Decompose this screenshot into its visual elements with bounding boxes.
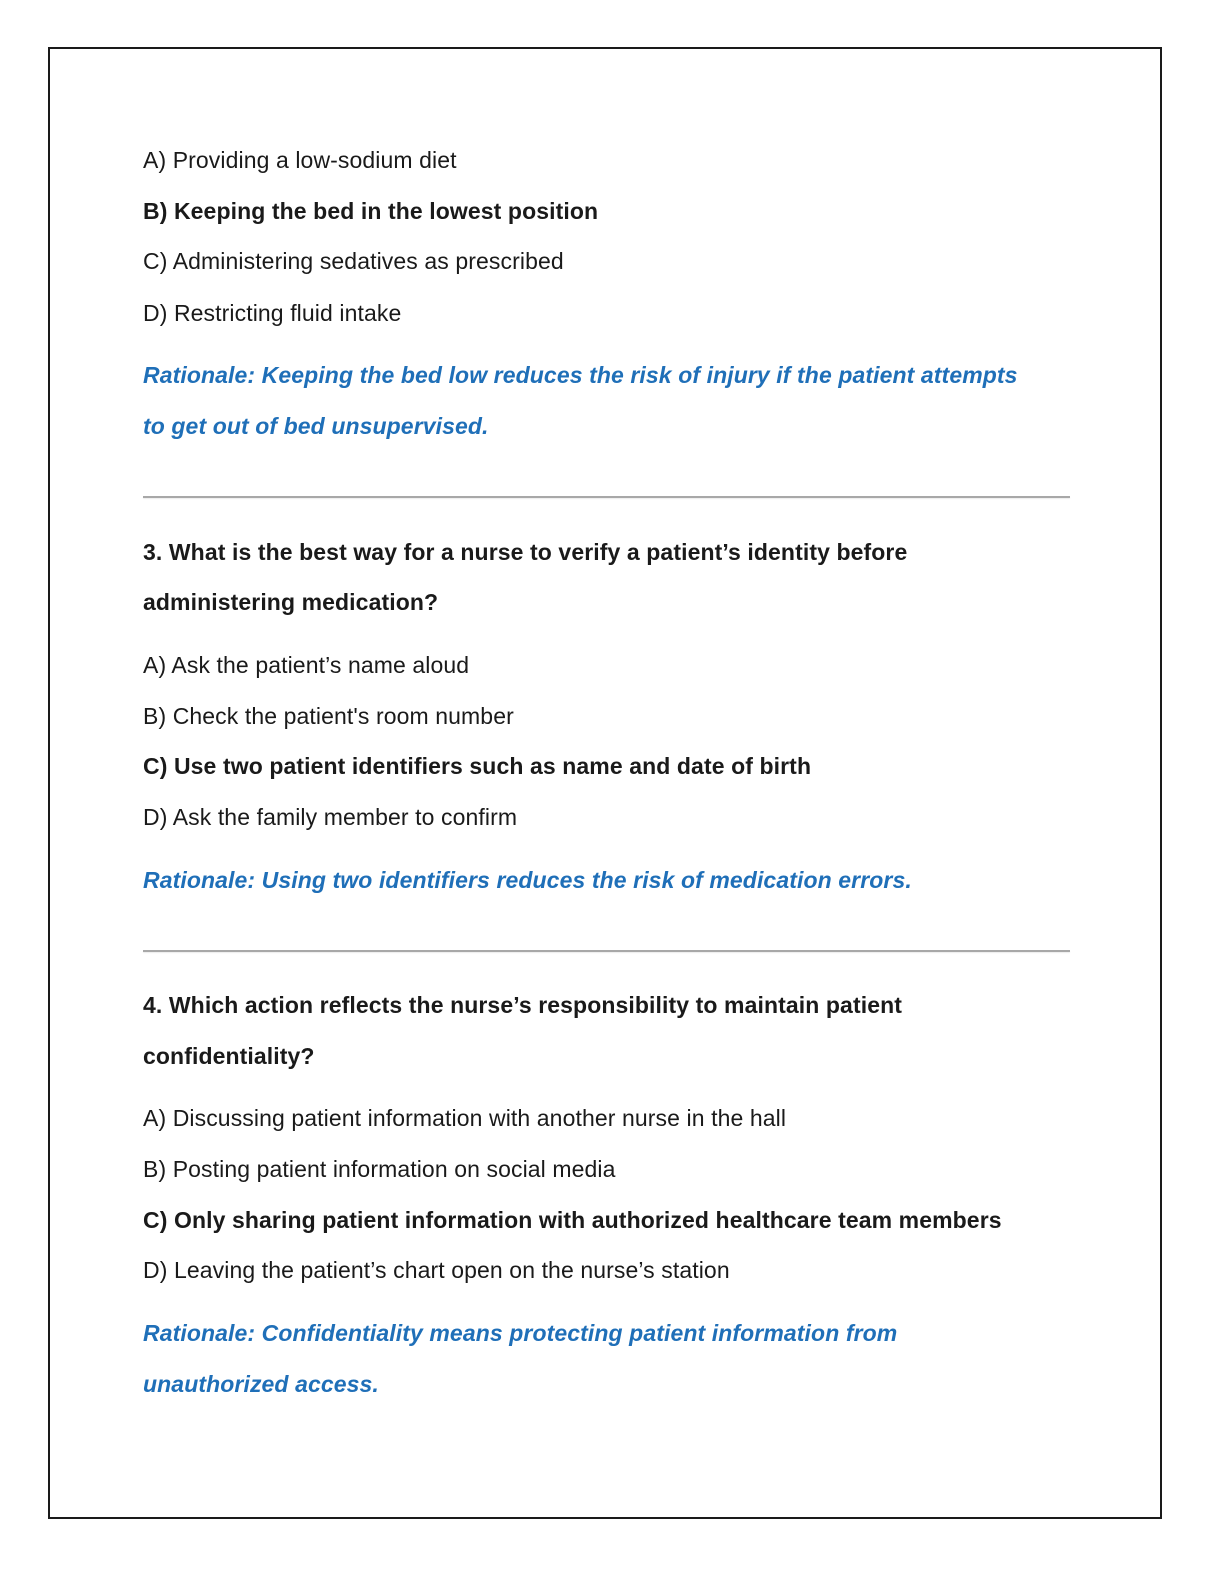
- q3-option-d: D) Ask the family member to confirm: [143, 804, 518, 830]
- q3-option-c-correct: C) Use two patient identifiers such as name and date of birth: [143, 753, 812, 779]
- rationale-line-2: to get out of bed unsupervised.: [143, 413, 489, 439]
- q4-rationale-line-2: unauthorized access.: [143, 1371, 379, 1397]
- q4-option-a: A) Discussing patient information with another nurse in the hall: [143, 1105, 787, 1131]
- question-3-text-line-1: 3. What is the best way for a nurse to verify a patient’s identity before: [143, 539, 908, 565]
- q4-option-d: D) Leaving the patient’s chart open on the nurse’s station: [143, 1257, 730, 1283]
- q4-option-b: B) Posting patient information on social media: [143, 1156, 616, 1182]
- question-3-text-line-2: administering medication?: [143, 589, 439, 615]
- rationale-line-1: Rationale: Keeping the bed low reduces the risk of injury if the patient attempts: [143, 362, 1018, 388]
- option-b-correct: B) Keeping the bed in the lowest position: [143, 198, 599, 224]
- q3-rationale: Rationale: Using two identifiers reduces the risk of medication errors.: [143, 867, 912, 893]
- q4-rationale-line-1: Rationale: Confidentiality means protecting patient information from: [143, 1320, 898, 1346]
- section-divider: [143, 950, 1070, 952]
- option-c: C) Administering sedatives as prescribed: [143, 248, 564, 274]
- section-divider: [143, 496, 1070, 498]
- q3-option-a: A) Ask the patient’s name aloud: [143, 652, 470, 678]
- option-d: D) Restricting fluid intake: [143, 300, 402, 326]
- q4-option-c-correct: C) Only sharing patient information with authorized healthcare team members: [143, 1207, 1002, 1233]
- q3-option-b: B) Check the patient's room number: [143, 703, 514, 729]
- question-4-text-line-1: 4. Which action reflects the nurse’s responsibility to maintain patient: [143, 992, 903, 1018]
- option-a: A) Providing a low-sodium diet: [143, 147, 457, 173]
- question-4-text-line-2: confidentiality?: [143, 1043, 315, 1069]
